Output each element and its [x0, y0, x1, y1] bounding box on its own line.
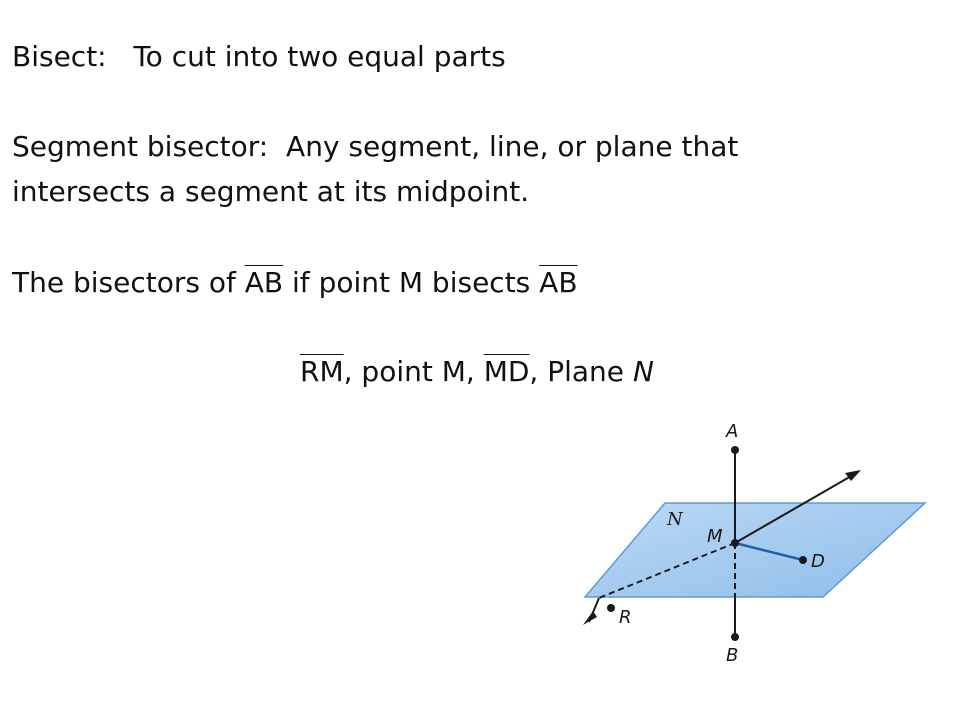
- label-b: B: [726, 645, 739, 665]
- point-m: [731, 539, 739, 547]
- plane-n-label: N: [632, 355, 654, 388]
- segment-bisector-text-line2: intersects a segment at its midpoint.: [12, 175, 530, 208]
- point-d: [799, 556, 807, 564]
- point-r: [607, 604, 615, 612]
- segment-ab-1: $\overline{AB}$: [244, 266, 284, 299]
- list-separator-2: , Plane: [529, 355, 625, 388]
- bisect-text: To cut into two equal parts: [133, 40, 506, 73]
- label-m: M: [707, 526, 723, 547]
- segment-bisector-term: Segment bisector:: [12, 130, 269, 163]
- segment-ab-2: $\overline{AB}$: [539, 266, 578, 299]
- segment-rm: $\overline{RM}$: [300, 355, 344, 388]
- bisector-diagram: [575, 415, 935, 665]
- bisect-definition: [12, 40, 506, 74]
- arrow-head-down-icon: [583, 611, 597, 625]
- bisectors-list: [300, 355, 654, 389]
- label-a: A: [726, 421, 739, 442]
- statement-prefix: The bisectors of: [12, 266, 236, 299]
- bisect-term: Bisect:: [12, 40, 107, 73]
- segment-bisector-text-line1: Any segment, line, or plane that: [286, 130, 739, 163]
- label-d: D: [811, 551, 825, 572]
- point-a: [731, 446, 739, 454]
- point-b: [731, 633, 739, 641]
- segment-bisector-definition: [12, 130, 738, 164]
- label-r: R: [619, 607, 632, 628]
- plane-n: [585, 503, 925, 597]
- bisectors-statement: [12, 266, 578, 300]
- list-separator-1: , point M,: [343, 355, 475, 388]
- statement-middle: if point M bisects: [292, 266, 531, 299]
- label-plane-n: N: [667, 509, 683, 530]
- segment-md: $\overline{MD}$: [483, 355, 530, 388]
